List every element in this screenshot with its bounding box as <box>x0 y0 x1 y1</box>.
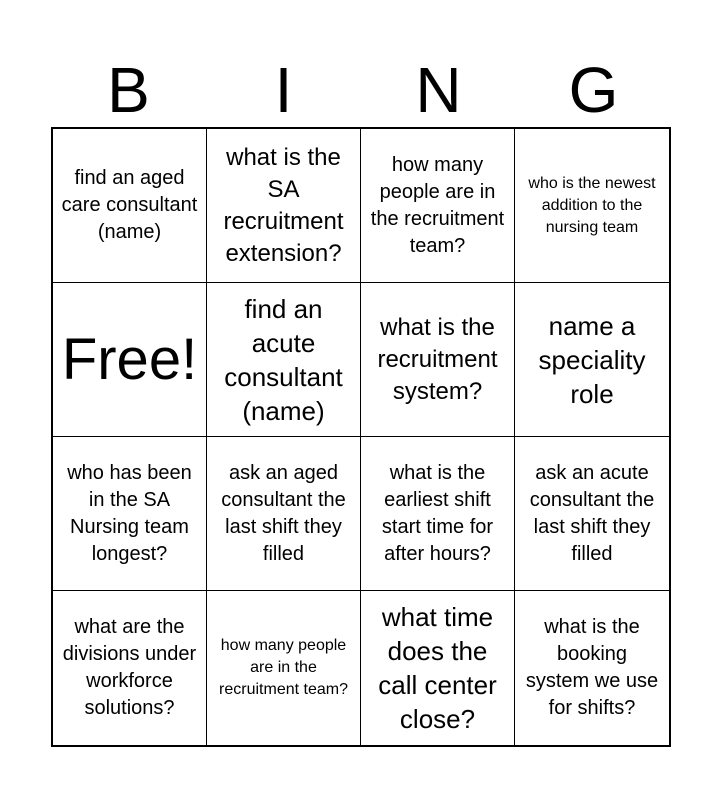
header-letter-b: B <box>107 54 150 126</box>
bingo-cell-4[interactable] <box>515 129 669 283</box>
bingo-cell-text: what time does the call center close? <box>378 602 497 734</box>
bingo-cell-7[interactable] <box>361 283 515 437</box>
bingo-cell-text: how many people are in the recruitment team? <box>370 153 505 257</box>
bingo-cell-text: what is the SA recruitment extension? <box>223 143 344 267</box>
header-letter-g: G <box>568 54 619 126</box>
bingo-cell-text: what is the recruitment system? <box>377 313 498 405</box>
bingo-cell-16[interactable] <box>515 591 669 745</box>
bingo-cell-3[interactable] <box>361 129 515 283</box>
bingo-cell-12[interactable] <box>515 437 669 591</box>
bingo-cell-10[interactable] <box>207 437 361 591</box>
bingo-cell-9[interactable] <box>53 437 207 591</box>
bingo-cell-1[interactable] <box>53 129 207 283</box>
bingo-cell-11[interactable] <box>361 437 515 591</box>
bingo-cell-6[interactable] <box>207 283 361 437</box>
bingo-cell-text: find an aged care consultant (name) <box>61 167 198 243</box>
bingo-cell-8[interactable] <box>515 283 669 437</box>
free-space-cell[interactable] <box>53 283 207 437</box>
bingo-cell-text: who is the newest addition to the nursing team <box>528 174 656 236</box>
bingo-cell-text: who has been in the SA Nursing team longest? <box>67 461 192 565</box>
header-letter-i: I <box>274 54 293 126</box>
bingo-header <box>51 52 671 128</box>
bingo-cell-14[interactable] <box>207 591 361 745</box>
bingo-cell-text: what are the divisions under workforce solutions? <box>62 616 197 719</box>
header-letter-n: N <box>415 54 462 126</box>
bingo-cell-text: what is the booking system we use for shifts? <box>525 616 659 719</box>
bingo-cell-text: ask an aged consultant the last shift they filled <box>221 461 346 565</box>
bingo-cell-text: ask an acute consultant the last shift they filled <box>529 461 655 565</box>
bingo-cell-13[interactable] <box>53 591 207 745</box>
bingo-cell-text: what is the earliest shift start time for after hours? <box>381 461 494 565</box>
free-space-label: Free! <box>61 326 198 392</box>
bingo-cell-text: find an acute consultant (name) <box>224 293 343 426</box>
bingo-cell-15[interactable] <box>361 591 515 745</box>
bingo-cell-2[interactable] <box>207 129 361 283</box>
bingo-cell-text: name a speciality role <box>538 310 646 409</box>
bingo-cell-text: how many people are in the recruitment team? <box>219 637 348 698</box>
bingo-card-grid <box>51 127 671 747</box>
